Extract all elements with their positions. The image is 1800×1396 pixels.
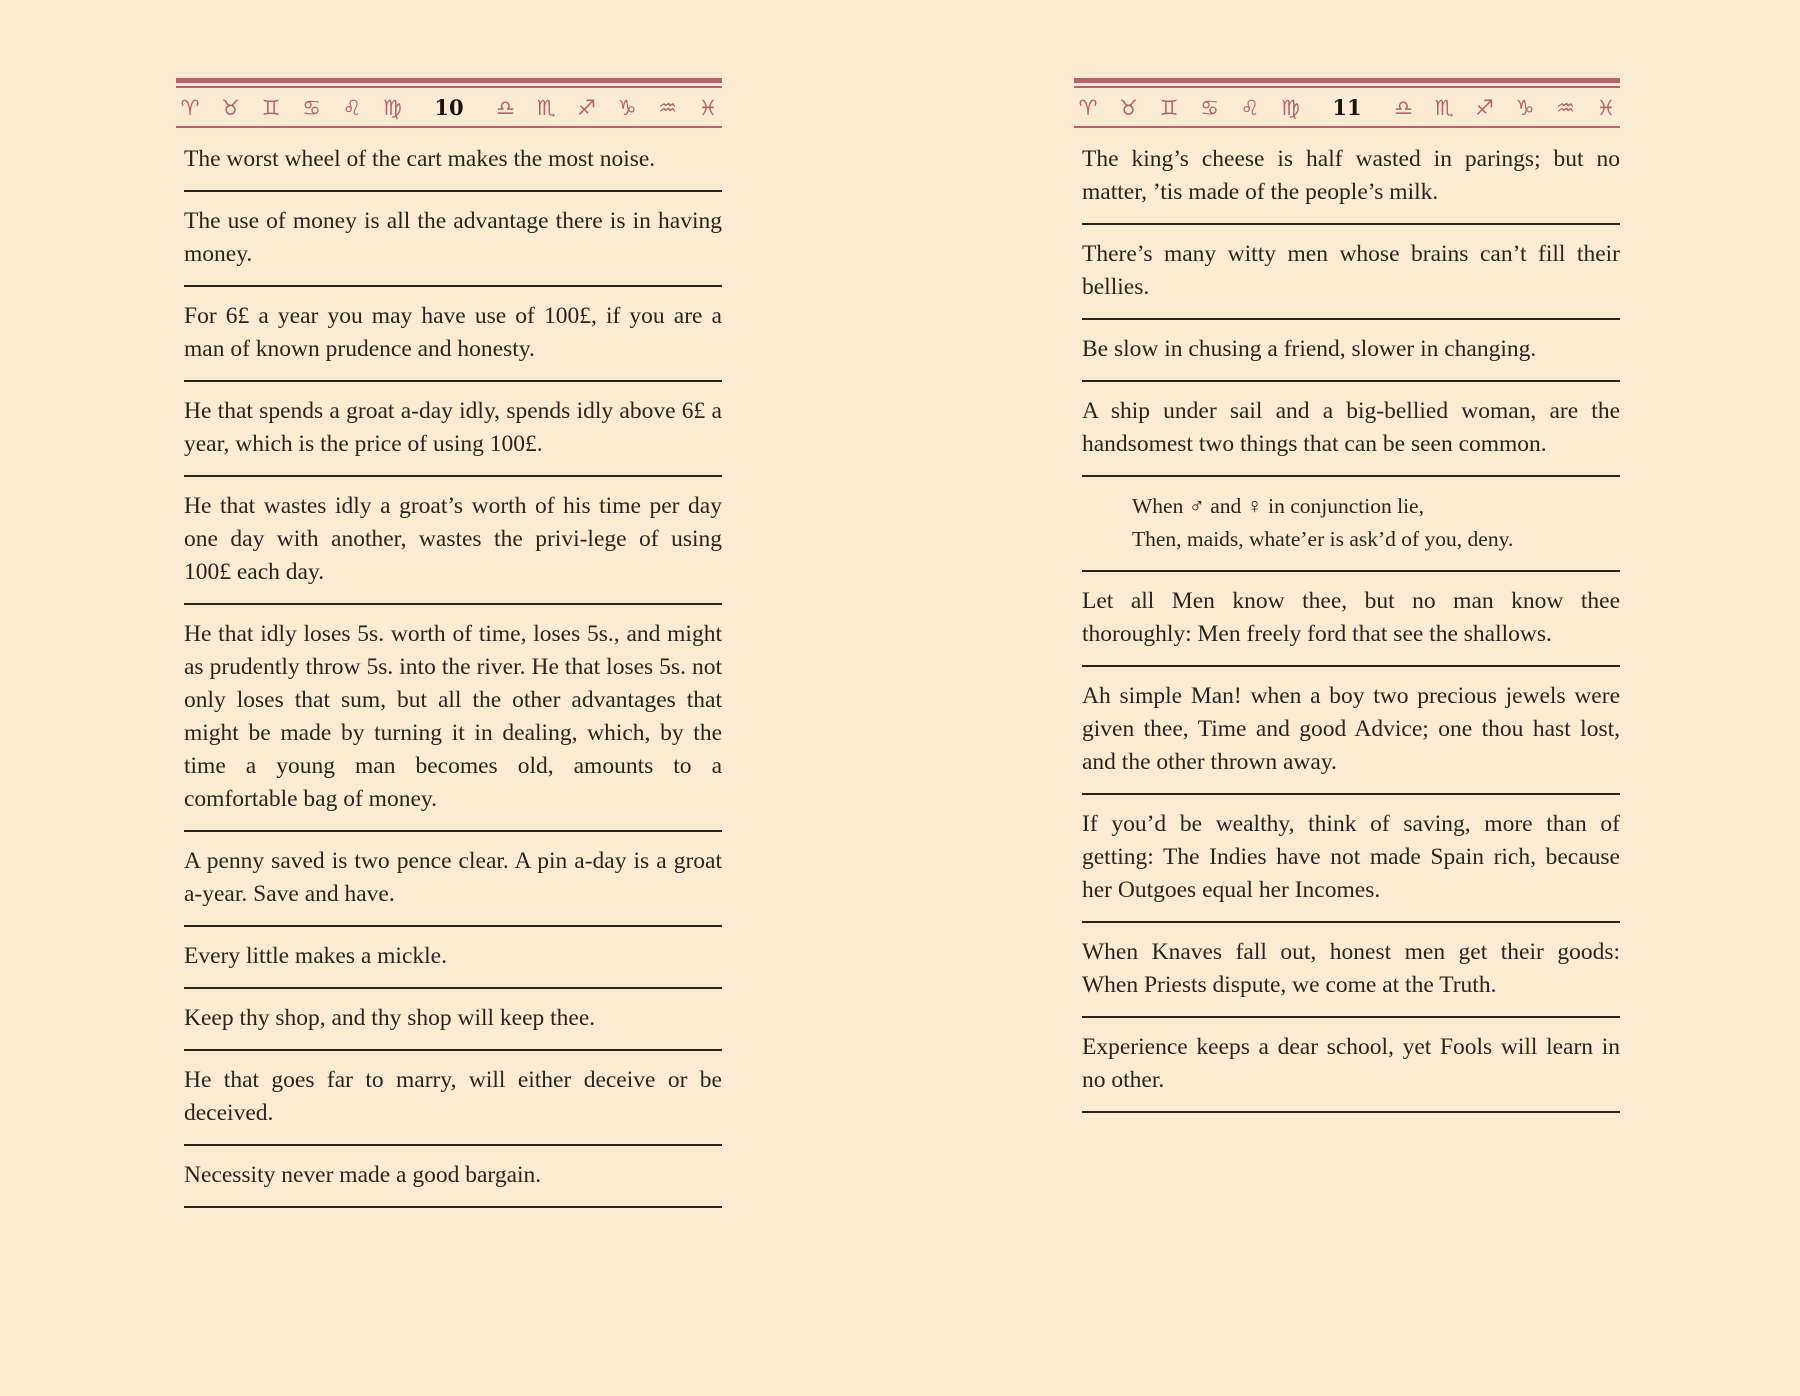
proverb-entry: If you’d be wealthy, think of saving, more than of getting: The Indies have not made Spain rich, because her Outgoes equal her Incomes. [1082, 795, 1620, 923]
proverb-entry: Necessity never made a good bargain. [184, 1146, 722, 1208]
proverb-entry: Every little makes a mickle. [184, 927, 722, 989]
virgo-icon: ♍ [1281, 96, 1300, 120]
sagittarius-icon: ♐ [1475, 96, 1494, 120]
header-rule-thick [1074, 78, 1620, 83]
left-page [176, 78, 722, 1208]
page-number: 10 [434, 95, 464, 120]
pisces-icon: ♓ [698, 96, 718, 120]
proverb-entry: The worst wheel of the cart makes the most noise. [184, 130, 722, 192]
capricorn-icon: ♑ [617, 96, 637, 120]
proverb-entry: Keep thy shop, and thy shop will keep thee. [184, 989, 722, 1051]
proverb-entry: Experience keeps a dear school, yet Fools will learn in no other. [1082, 1018, 1620, 1113]
proverb-entry: Ah simple Man! when a boy two precious jewels were given thee, Time and good Advice; one thou hast lost, and the other thrown away. [1082, 667, 1620, 795]
cancer-icon: ♋ [302, 96, 321, 120]
header-rule-thick [176, 78, 722, 83]
proverb-entry: For 6£ a year you may have use of 100£, if you are a man of known prudence and honesty. [184, 287, 722, 382]
verse-entry [1082, 477, 1620, 572]
zodiac-ornament-row [1074, 95, 1620, 121]
proverb-entry: He that wastes idly a groat’s worth of his time per day one day with another, wastes the privi-lege of using 100£ each day. [184, 477, 722, 605]
proverb-entry: A penny saved is two pence clear. A pin a-day is a groat a-year. Save and have. [184, 832, 722, 927]
cancer-icon: ♋ [1200, 96, 1219, 120]
page-header [176, 78, 722, 130]
gemini-icon: ♊ [1159, 96, 1179, 120]
libra-icon: ♎ [496, 96, 515, 120]
proverb-entry: He that spends a groat a-day idly, spends idly above 6£ a year, which is the price of using 100£. [184, 382, 722, 477]
page-header [1074, 78, 1620, 130]
scorpio-icon: ♏ [536, 96, 556, 120]
verse-line: When ♂ and ♀ in conjunction lie, [1132, 494, 1424, 518]
taurus-icon: ♉ [221, 96, 240, 120]
proverb-entry: The king’s cheese is half wasted in parings; but no matter, ’tis made of the people’s milk. [1082, 130, 1620, 225]
leo-icon: ♌ [1240, 96, 1260, 120]
proverb-entry: Let all Men know thee, but no man know thee thoroughly: Men freely ford that see the shallows. [1082, 572, 1620, 667]
aries-icon: ♈ [180, 96, 200, 120]
header-rule-thin [176, 126, 722, 128]
pisces-icon: ♓ [1596, 96, 1616, 120]
capricorn-icon: ♑ [1515, 96, 1535, 120]
zodiac-ornament-row [176, 95, 722, 121]
proverb-entry: A ship under sail and a big-bellied woman, are the handsomest two things that can be seen common. [1082, 382, 1620, 477]
aries-icon: ♈ [1078, 96, 1098, 120]
proverb-entry: When Knaves fall out, honest men get their goods: When Priests dispute, we come at the Truth. [1082, 923, 1620, 1018]
right-page [1074, 78, 1620, 1113]
proverb-entry: He that goes far to marry, will either deceive or be deceived. [184, 1051, 722, 1146]
gemini-icon: ♊ [261, 96, 281, 120]
verse-line: Then, maids, whate’er is ask’d of you, deny. [1132, 527, 1514, 551]
aquarius-icon: ♒ [658, 96, 677, 120]
scorpio-icon: ♏ [1434, 96, 1454, 120]
header-rule-thin [1074, 86, 1620, 88]
aquarius-icon: ♒ [1556, 96, 1575, 120]
proverb-entry: The use of money is all the advantage there is in having money. [184, 192, 722, 287]
proverb-entry: He that idly loses 5s. worth of time, loses 5s., and might as prudently throw 5s. into the river. He that loses 5s. not only loses that sum, but all the other advantages that might be made by turning it in dealing, which, by the time a young man becomes old, amounts to a comfortable bag of money. [184, 605, 722, 832]
proverb-list [184, 130, 722, 1208]
virgo-icon: ♍ [383, 96, 402, 120]
sagittarius-icon: ♐ [577, 96, 596, 120]
page-number: 11 [1332, 95, 1362, 120]
header-rule-thin [1074, 126, 1620, 128]
taurus-icon: ♉ [1119, 96, 1138, 120]
proverb-entry: There’s many witty men whose brains can’t fill their bellies. [1082, 225, 1620, 320]
leo-icon: ♌ [342, 96, 362, 120]
libra-icon: ♎ [1394, 96, 1413, 120]
proverb-list [1082, 130, 1620, 1113]
header-rule-thin [176, 86, 722, 88]
proverb-entry: Be slow in chusing a friend, slower in changing. [1082, 320, 1620, 382]
